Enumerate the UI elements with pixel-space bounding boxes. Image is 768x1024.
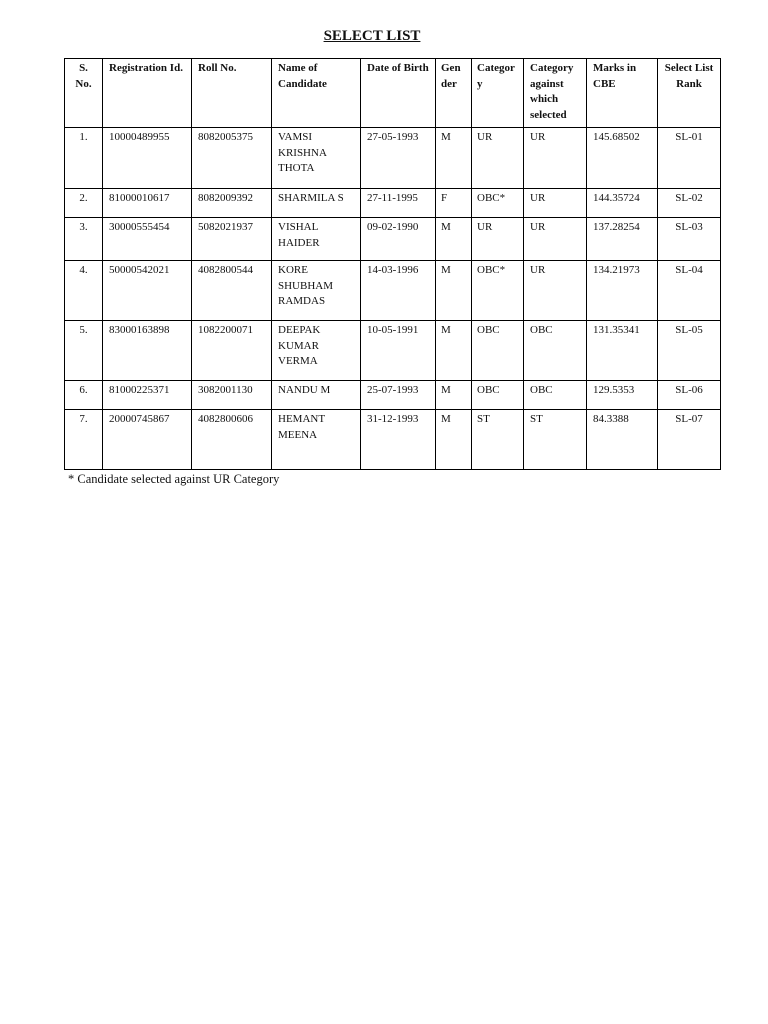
- cell-sno: 7.: [65, 410, 103, 470]
- column-header-selected-category: Category against which selected: [524, 59, 587, 128]
- cell-marks: 84.3388: [587, 410, 658, 470]
- cell-roll-no: 8082009392: [192, 189, 272, 218]
- cell-gender: M: [436, 321, 472, 381]
- table-row: [65, 218, 721, 261]
- cell-gender: M: [436, 218, 472, 261]
- cell-roll-no: 8082005375: [192, 128, 272, 189]
- cell-dob: 27-05-1993: [361, 128, 436, 189]
- table-row: [65, 128, 721, 189]
- cell-selected-category: OBC: [524, 321, 587, 381]
- cell-category: OBC*: [472, 189, 524, 218]
- cell-gender: F: [436, 189, 472, 218]
- cell-marks: 134.21973: [587, 261, 658, 321]
- cell-rank: SL-06: [658, 381, 721, 410]
- cell-sno: 5.: [65, 321, 103, 381]
- cell-gender: M: [436, 381, 472, 410]
- cell-sno: 3.: [65, 218, 103, 261]
- cell-category: OBC: [472, 381, 524, 410]
- cell-category: OBC*: [472, 261, 524, 321]
- cell-rank: SL-05: [658, 321, 721, 381]
- column-header-rank: Select List Rank: [658, 59, 721, 128]
- cell-registration-id: 81000225371: [103, 381, 192, 410]
- header-row: [65, 59, 721, 128]
- cell-registration-id: 50000542021: [103, 261, 192, 321]
- footnote: * Candidate selected against UR Category: [68, 472, 280, 486]
- cell-selected-category: UR: [524, 261, 587, 321]
- column-header-registration-id: Registration Id.: [103, 59, 192, 128]
- cell-registration-id: 81000010617: [103, 189, 192, 218]
- cell-roll-no: 5082021937: [192, 218, 272, 261]
- cell-name: VISHAL HAIDER: [272, 218, 361, 261]
- cell-sno: 1.: [65, 128, 103, 189]
- cell-registration-id: 10000489955: [103, 128, 192, 189]
- cell-name: SHARMILA S: [272, 189, 361, 218]
- table-row: [65, 321, 721, 381]
- cell-category: ST: [472, 410, 524, 470]
- page-title: SELECT LIST: [323, 28, 421, 44]
- cell-selected-category: UR: [524, 189, 587, 218]
- table-row: [65, 381, 721, 410]
- table-row: [65, 261, 721, 321]
- cell-selected-category: OBC: [524, 381, 587, 410]
- column-header-roll-no: Roll No.: [192, 59, 272, 128]
- cell-selected-category: UR: [524, 218, 587, 261]
- cell-gender: M: [436, 261, 472, 321]
- cell-name: NANDU M: [272, 381, 361, 410]
- cell-rank: SL-02: [658, 189, 721, 218]
- cell-dob: 25-07-1993: [361, 381, 436, 410]
- cell-rank: SL-04: [658, 261, 721, 321]
- cell-roll-no: 1082200071: [192, 321, 272, 381]
- cell-dob: 27-11-1995: [361, 189, 436, 218]
- cell-category: UR: [472, 218, 524, 261]
- select-list-table: [64, 58, 721, 470]
- cell-roll-no: 3082001130: [192, 381, 272, 410]
- cell-name: DEEPAK KUMAR VERMA: [272, 321, 361, 381]
- column-header-gender: Gen der: [436, 59, 472, 128]
- cell-dob: 31-12-1993: [361, 410, 436, 470]
- cell-registration-id: 30000555454: [103, 218, 192, 261]
- cell-roll-no: 4082800606: [192, 410, 272, 470]
- cell-marks: 131.35341: [587, 321, 658, 381]
- cell-marks: 144.35724: [587, 189, 658, 218]
- cell-sno: 2.: [65, 189, 103, 218]
- table-row: [65, 410, 721, 470]
- cell-dob: 14-03-1996: [361, 261, 436, 321]
- cell-category: UR: [472, 128, 524, 189]
- cell-marks: 137.28254: [587, 218, 658, 261]
- cell-rank: SL-07: [658, 410, 721, 470]
- cell-sno: 6.: [65, 381, 103, 410]
- column-header-category: Categor y: [472, 59, 524, 128]
- cell-dob: 10-05-1991: [361, 321, 436, 381]
- cell-name: KORE SHUBHAM RAMDAS: [272, 261, 361, 321]
- column-header-sno: S. No.: [65, 59, 103, 128]
- cell-registration-id: 20000745867: [103, 410, 192, 470]
- cell-name: HEMANT MEENA: [272, 410, 361, 470]
- column-header-name: Name of Candidate: [272, 59, 361, 128]
- cell-name: VAMSI KRISHNA THOTA: [272, 128, 361, 189]
- cell-dob: 09-02-1990: [361, 218, 436, 261]
- cell-sno: 4.: [65, 261, 103, 321]
- cell-marks: 145.68502: [587, 128, 658, 189]
- cell-rank: SL-03: [658, 218, 721, 261]
- cell-gender: M: [436, 410, 472, 470]
- cell-gender: M: [436, 128, 472, 189]
- cell-rank: SL-01: [658, 128, 721, 189]
- table-row: [65, 189, 721, 218]
- cell-category: OBC: [472, 321, 524, 381]
- cell-registration-id: 83000163898: [103, 321, 192, 381]
- cell-roll-no: 4082800544: [192, 261, 272, 321]
- cell-selected-category: ST: [524, 410, 587, 470]
- cell-marks: 129.5353: [587, 381, 658, 410]
- column-header-marks: Marks in CBE: [587, 59, 658, 128]
- cell-selected-category: UR: [524, 128, 587, 189]
- column-header-dob: Date of Birth: [361, 59, 436, 128]
